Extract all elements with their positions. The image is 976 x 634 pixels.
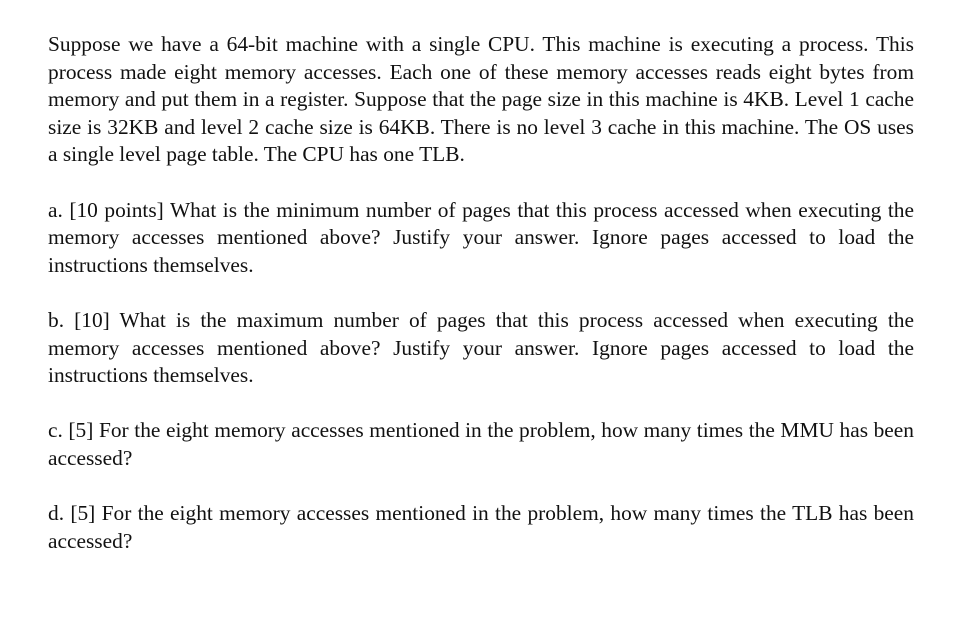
problem-statement: Suppose we have a 64-bit machine with a single CPU. This machine is executing a process. This process made eight memory accesses. Each one of these memory accesses reads eight bytes from memory and put them in a register. Suppose that the page size in this machine is 4KB. Level 1 cache size is 32KB and level 2 cache size is 64KB. There is no level 3 cache in this machine. The OS uses a single level page table. The CPU has one TLB. xyxy=(48,32,914,167)
paragraph-spacer xyxy=(48,390,914,418)
question-c: c. [5] For the eight memory accesses mentioned in the problem, how many times the MMU has been accessed? xyxy=(48,418,914,470)
document-page xyxy=(48,31,914,555)
paragraph-spacer xyxy=(48,279,914,307)
paragraph-spacer xyxy=(48,169,914,197)
question-b: b. [10] What is the maximum number of pages that this process accessed when executing the memory accesses mentioned above? Justify your answer. Ignore pages accessed to load the instructions themselves. xyxy=(48,307,914,388)
paragraph-spacer xyxy=(48,473,914,501)
question-a: a. [10 points] What is the minimum number of pages that this process accessed when executing the memory accesses mentioned above? Justify your answer. Ignore pages accessed to load the instructions themselves. xyxy=(48,197,914,277)
question-d: d. [5] For the eight memory accesses mentioned in the problem, how many times the TLB has been accessed? xyxy=(48,501,914,553)
